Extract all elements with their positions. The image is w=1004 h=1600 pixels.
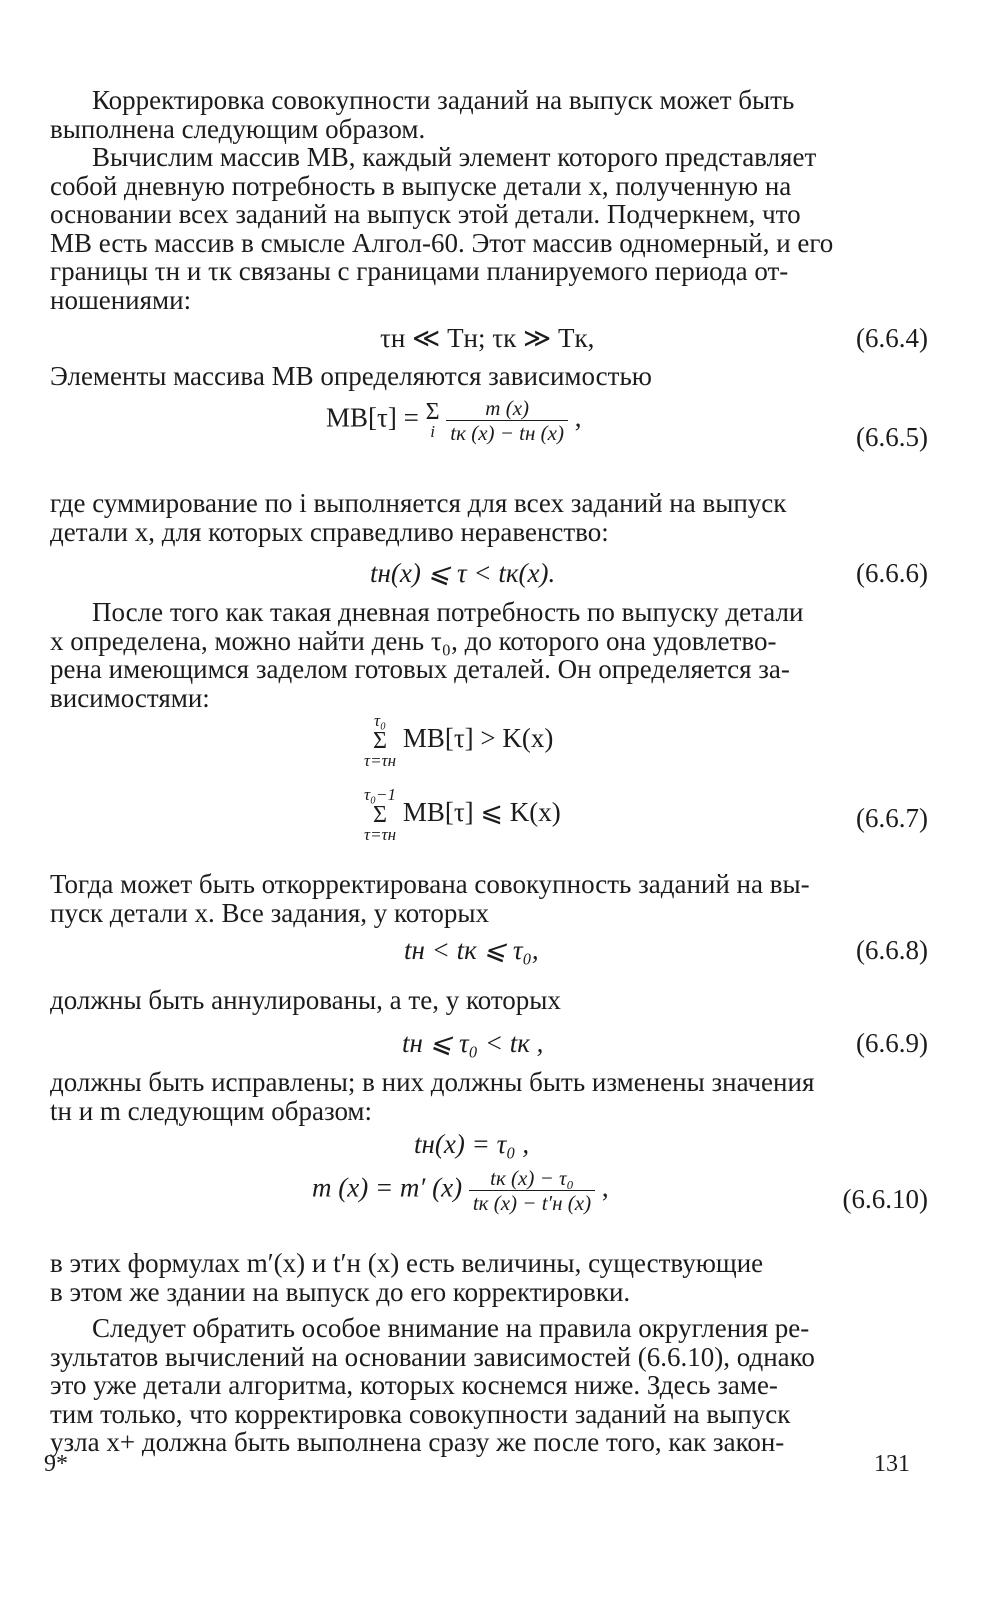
sum-upper-limit: τ₀−1 xyxy=(364,785,397,804)
paragraph-4 xyxy=(50,489,930,546)
equation-lhs: МВ[τ] = xyxy=(326,402,419,433)
fraction xyxy=(446,396,568,445)
text-line: границы τн и τк связаны с границами планируемого периода от- xyxy=(50,256,789,287)
paragraph-3 xyxy=(50,362,930,391)
equation-body: МВ[τ] ⩽ K(x) xyxy=(402,797,561,828)
sum-index: i xyxy=(430,421,435,441)
text-line: МВ есть массив в смысле Алгол-60. Этот массив одномерный, и его xyxy=(50,227,834,258)
text-line: рена имеющимся заделом готовых деталей. Он определяется за- xyxy=(50,654,790,685)
equation-6-6-6: tн(x) ⩽ τ < tк(x). xyxy=(370,558,556,588)
paragraph-1 xyxy=(50,86,930,143)
equation-6-6-7-first xyxy=(364,712,553,770)
paragraph-10 xyxy=(50,1314,930,1457)
text-line: зультатов вычислений на основании зависимостей (6.6.10), однако xyxy=(50,1341,815,1372)
sum-sign: Σ xyxy=(373,802,388,828)
signature-mark: 9* xyxy=(44,1451,68,1477)
text-line: Вычислим массив МВ, каждый элемент которого представляет xyxy=(92,142,817,172)
text-line: тим только, что корректировка совокупности заданий на выпуск xyxy=(50,1398,791,1429)
sum-sign: Σ xyxy=(373,728,388,754)
page-number: 131 xyxy=(874,1451,910,1477)
equation-6-6-10-second xyxy=(312,1166,609,1215)
paragraph-9 xyxy=(50,1249,930,1306)
equation-tail: , xyxy=(574,402,582,433)
text-line: это уже детали алгоритма, которых коснемся ниже. Здесь заме- xyxy=(50,1370,778,1401)
text-line: Следует обратить особое внимание на правила округления ре- xyxy=(92,1313,810,1343)
text-line: собой дневную потребность в выпуске детали x, полученную на xyxy=(50,170,792,201)
equation-6-6-10-first: tн(x) = τ₀ , xyxy=(414,1129,530,1159)
fraction-numerator: m (x) xyxy=(485,396,530,420)
paragraph-6 xyxy=(50,870,930,927)
equation-number: (6.6.5) xyxy=(856,422,928,452)
text-line: где суммирование по i выполняется для всех заданий на выпуск xyxy=(50,488,787,518)
text-line: должны быть исправлены; в них должны быть изменены значения xyxy=(50,1067,815,1097)
text-line: висимостями: xyxy=(50,682,210,713)
text-line: должны быть аннулированы, а те, у которых xyxy=(50,985,561,1015)
text-line: После того как такая дневная потребность по выпуску детали xyxy=(92,597,804,627)
sum-lower-limit: τ=τн xyxy=(364,825,397,844)
equation-number: (6.6.7) xyxy=(856,803,928,833)
sum-upper-limit: τ₀ xyxy=(374,711,387,730)
paragraph-7 xyxy=(50,986,930,1015)
paragraph-5 xyxy=(50,598,930,712)
equation-6-6-9: tн ⩽ τ₀ < tк , xyxy=(402,1028,544,1058)
text-line: детали x, для которых справедливо неравенство: xyxy=(50,516,609,547)
equation-number: (6.6.8) xyxy=(856,935,928,965)
text-line: tн и m следующим образом: xyxy=(50,1095,373,1126)
equation-number: (6.6.9) xyxy=(856,1028,928,1058)
equation-body: МВ[τ] > K(x) xyxy=(402,723,554,754)
equation-number: (6.6.10) xyxy=(842,1184,928,1214)
fraction-denominator: tк (x) − t′н (x) xyxy=(469,1190,595,1215)
equation-lhs: m (x) = m′ (x) xyxy=(312,1172,463,1203)
summation xyxy=(364,786,396,844)
text-line: выполнена следующим образом. xyxy=(50,113,426,144)
paragraph-2 xyxy=(50,143,930,315)
fraction-numerator: tк (x) − τ₀ xyxy=(490,1166,574,1190)
text-line: Тогда может быть откорректирована совокупность заданий на вы- xyxy=(50,869,810,899)
text-line: ношениями: xyxy=(50,284,192,315)
text-line: пуск детали x. Все задания, у которых xyxy=(50,897,490,928)
equation-6-6-4: τн ≪ Tн; τк ≫ Tк, xyxy=(380,323,595,353)
fraction-denominator: tк (x) − tн (x) xyxy=(446,420,568,445)
equation-tail: , xyxy=(601,1172,609,1203)
equation-number: (6.6.6) xyxy=(856,558,928,588)
summation xyxy=(364,712,396,770)
summation xyxy=(425,398,440,441)
text-line: в этом же здании на выпуск до его корректировки. xyxy=(50,1276,631,1307)
sum-sign: Σ xyxy=(425,398,440,425)
equation-number: (6.6.4) xyxy=(856,323,928,353)
equation-6-6-7-second xyxy=(364,786,561,844)
paragraph-8 xyxy=(50,1068,930,1125)
sum-lower-limit: τ=τн xyxy=(364,751,397,770)
text-line: x определена, можно найти день τ₀, до которого она удовлетво- xyxy=(50,625,777,656)
equation-6-6-8: tн < tк ⩽ τ₀, xyxy=(404,935,539,965)
text-line: узла x+ должна быть выполнена сразу же после того, как закон- xyxy=(50,1427,785,1458)
text-line: Элементы массива МВ определяются зависимостью xyxy=(50,361,652,391)
text-line: основании всех заданий на выпуск этой детали. Подчеркнем, что xyxy=(50,199,801,230)
fraction xyxy=(469,1166,595,1215)
equation-6-6-5 xyxy=(326,396,582,445)
text-line: Корректировка совокупности заданий на выпуск может быть xyxy=(92,85,795,115)
text-line: в этих формулах m′(x) и t′н (x) есть величины, существующие xyxy=(50,1248,764,1278)
